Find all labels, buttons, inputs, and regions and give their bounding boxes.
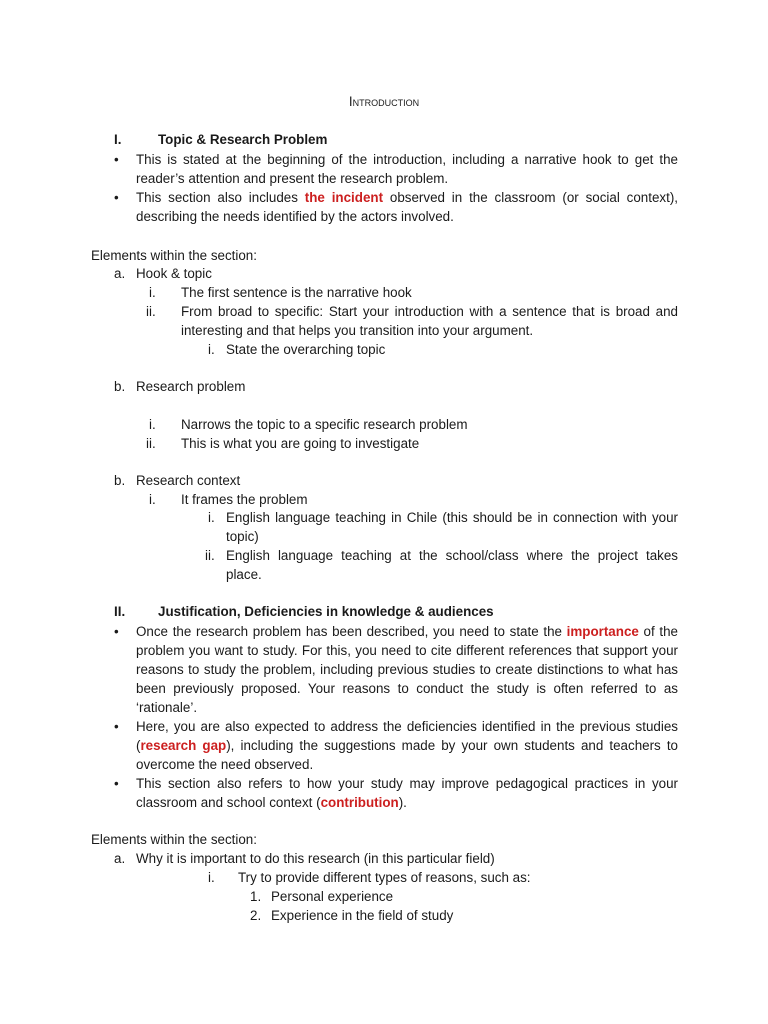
list-marker: ii.	[205, 548, 215, 563]
list-item: Try to provide different types of reasons, such as:	[238, 870, 531, 885]
list-item-label: Research problem	[136, 379, 246, 394]
highlight-text: importance	[566, 624, 639, 639]
list-item: English language teaching at the school/class where the project takes place.	[226, 548, 678, 582]
elements-label: Elements within the section:	[91, 248, 257, 263]
list-marker: a.	[114, 266, 126, 281]
bullet-text: ), including the suggestions made by your own students and teachers to overcome the need observed.	[136, 738, 678, 772]
section-1-heading: Topic & Research Problem	[158, 132, 328, 147]
section-1-bullet-2	[136, 188, 678, 226]
bullet-glyph: •	[114, 152, 119, 167]
bullet-text: This section also refers to how your study may improve pedagogical practices in your classroom and school context (	[136, 776, 678, 810]
bullet-text: Once the research problem has been described, you need to state the	[136, 624, 567, 639]
list-item: It frames the problem	[181, 492, 308, 507]
bullet-text: This section also includes	[136, 190, 305, 205]
bullet-glyph: •	[114, 190, 119, 205]
bullet-glyph: •	[114, 624, 119, 639]
section-2-bullet-3	[136, 774, 678, 812]
list-marker: 1.	[250, 889, 262, 904]
list-item: Personal experience	[271, 889, 394, 904]
list-marker: a.	[114, 851, 126, 866]
section-2-numeral: II.	[114, 604, 126, 619]
bullet-text: of the problem you want to study. For this, you need to cite different references that support your reasons to study the problem, including previous studies to create distinctions to what has been previously proposed. Your reasons to conduct the study is often referred to as ‘rationale’.	[136, 624, 678, 715]
highlight-text: research gap	[140, 738, 227, 753]
list-item: Narrows the topic to a specific research problem	[181, 417, 468, 432]
list-item: The first sentence is the narrative hook	[181, 285, 412, 300]
page-title: Introduction	[348, 94, 420, 109]
list-marker: i.	[208, 870, 215, 885]
highlight-text: contribution	[320, 795, 399, 810]
list-marker: ii.	[146, 304, 156, 319]
list-marker: i.	[149, 492, 156, 507]
bullet-glyph: •	[114, 719, 119, 734]
list-marker: b.	[114, 379, 126, 394]
list-item-label: Hook & topic	[136, 266, 212, 281]
list-marker: 2.	[250, 908, 262, 923]
list-marker: i.	[208, 510, 215, 525]
section-2-heading: Justification, Deficiencies in knowledge & audiences	[158, 604, 494, 619]
list-marker: i.	[149, 285, 156, 300]
bullet-glyph: •	[114, 776, 119, 791]
bullet-text: observed in the classroom (or social context), describing the needs identified by the actors involved.	[136, 190, 679, 224]
bullet-text: ).	[398, 795, 407, 810]
list-marker: b.	[114, 473, 126, 488]
list-item: Experience in the field of study	[271, 908, 454, 923]
list-item-label: Why it is important to do this research (in this particular field)	[136, 851, 495, 866]
list-item: From broad to specific: Start your introduction with a sentence that is broad and interesting and that helps you transition into your argument.	[181, 304, 678, 338]
list-marker: i.	[208, 342, 215, 357]
list-item: This is what you are going to investigate	[181, 436, 420, 451]
section-1-bullet-1	[136, 150, 678, 188]
list-item: State the overarching topic	[226, 342, 386, 357]
highlight-text: the incident	[304, 190, 384, 205]
list-item: English language teaching in Chile (this should be in connection with your topic)	[226, 510, 678, 544]
bullet-text: Here, you are also expected to address the deficiencies identified in the previous studies (	[136, 719, 678, 753]
bullet-text: This is stated at the beginning of the introduction, including a narrative hook to get the reader’s attention and present the research problem.	[136, 152, 678, 186]
list-marker: i.	[149, 417, 156, 432]
elements-label: Elements within the section:	[91, 832, 257, 847]
list-marker: ii.	[146, 436, 156, 451]
section-2-bullet-1	[136, 622, 678, 717]
section-2-bullet-2	[136, 717, 678, 774]
section-1-numeral: I.	[114, 132, 122, 147]
list-item-label: Research context	[136, 473, 241, 488]
